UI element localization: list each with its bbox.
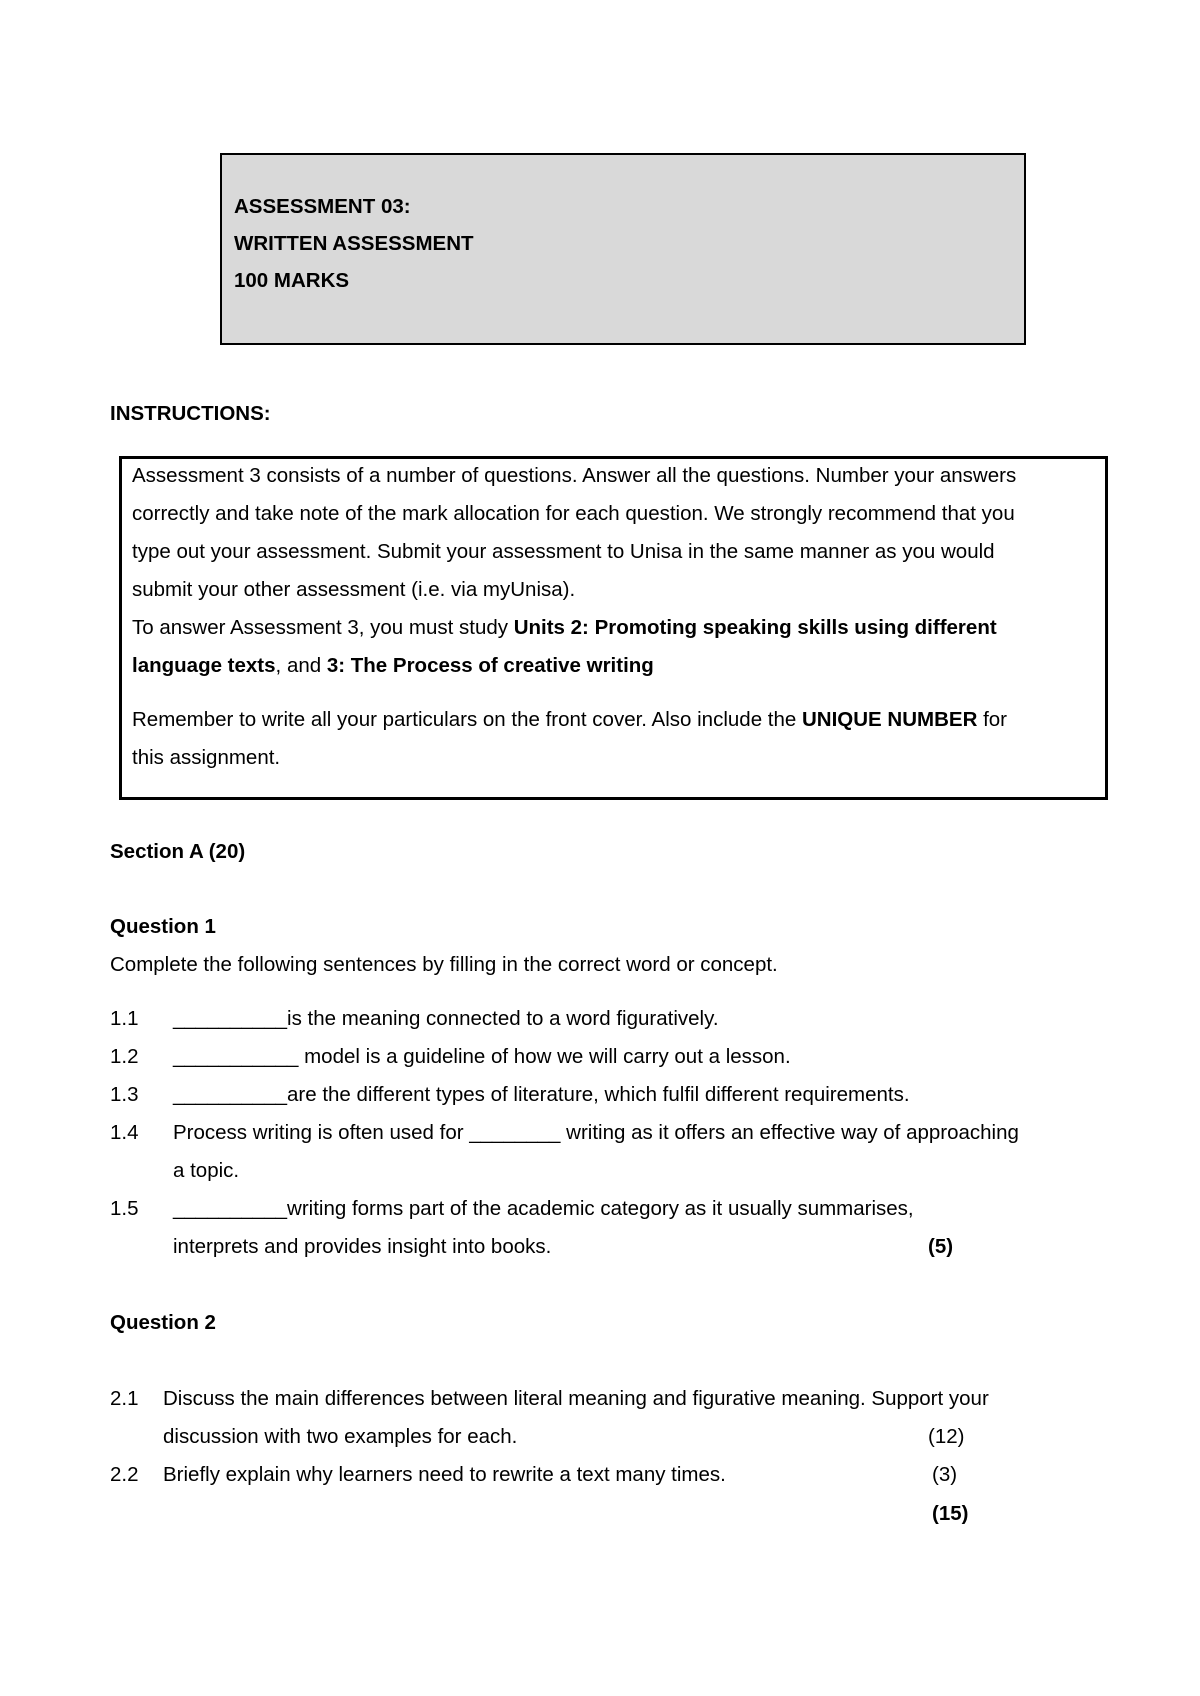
q1-5-text: __________writing forms part of the academic category as it usually summarises, [173, 1197, 914, 1220]
instructions-line-6 [132, 654, 654, 678]
assessment-title: ASSESSMENT 03: [234, 195, 411, 218]
instructions-line-7 [132, 708, 1007, 732]
q1-4-text-cont: a topic. [173, 1159, 240, 1182]
instructions-line-5-text: To answer Assessment 3, you must study [132, 616, 514, 639]
q2-1-marks: (12) [928, 1425, 965, 1448]
question-1-marks: (5) [928, 1235, 954, 1258]
instructions-line-6-mid: , and [275, 654, 327, 677]
section-a-heading: Section A (20) [110, 840, 246, 863]
instructions-line-3: type out your assessment. Submit your assessment to Unisa in the same manner as you would [132, 540, 995, 563]
q1-4-text: Process writing is often used for ________ writing as it offers an effective way of approaching [173, 1121, 1019, 1144]
unique-number-text: UNIQUE NUMBER [801, 708, 978, 731]
study-units-text-cont: language texts [132, 654, 276, 677]
study-units-text: Units 2: Promoting speaking skills using different [513, 616, 997, 639]
instructions-line-8: this assignment. [132, 746, 281, 769]
question-2-title: Question 2 [110, 1311, 216, 1334]
question-1-intro: Complete the following sentences by filling in the correct word or concept. [110, 953, 778, 976]
instructions-line-5 [132, 616, 997, 640]
q1-4-number: 1.4 [110, 1121, 139, 1144]
q1-1-number: 1.1 [110, 1007, 139, 1030]
instructions-line-1: Assessment 3 consists of a number of questions. Answer all the questions. Number your answers [132, 464, 1017, 487]
instructions-line-7-text: Remember to write all your particulars on the front cover. Also include the [132, 708, 802, 731]
instructions-line-4: submit your other assessment (i.e. via myUnisa). [132, 578, 576, 601]
q2-1-number: 2.1 [110, 1387, 139, 1410]
q1-5-text-cont: interprets and provides insight into books. [173, 1235, 552, 1258]
assessment-type: WRITTEN ASSESSMENT [234, 232, 474, 255]
q2-2-marks: (3) [932, 1463, 958, 1486]
q1-1-text: __________is the meaning connected to a word figuratively. [173, 1007, 719, 1030]
assessment-marks: 100 MARKS [234, 269, 350, 292]
assessment-header-box [220, 153, 1026, 345]
q2-2-number: 2.2 [110, 1463, 139, 1486]
q2-1-text: Discuss the main differences between literal meaning and figurative meaning. Support your [163, 1387, 989, 1410]
q2-2-text: Briefly explain why learners need to rewrite a text many times. [163, 1463, 726, 1486]
q1-3-number: 1.3 [110, 1083, 139, 1106]
q1-5-number: 1.5 [110, 1197, 139, 1220]
q2-1-text-cont: discussion with two examples for each. [163, 1425, 518, 1448]
instructions-box [119, 456, 1108, 800]
instructions-heading: INSTRUCTIONS: [110, 402, 271, 425]
question-2-total-marks: (15) [932, 1502, 969, 1525]
study-unit-3-text: 3: The Process of creative writing [326, 654, 654, 677]
instructions-line-7-post: for [977, 708, 1008, 731]
instructions-line-2: correctly and take note of the mark allocation for each question. We strongly recommend that you [132, 502, 1015, 525]
q1-2-text: ___________ model is a guideline of how we will carry out a lesson. [173, 1045, 791, 1068]
q1-3-text: __________are the different types of literature, which fulfil different requirements. [173, 1083, 910, 1106]
question-1-title: Question 1 [110, 915, 216, 938]
q1-2-number: 1.2 [110, 1045, 139, 1068]
